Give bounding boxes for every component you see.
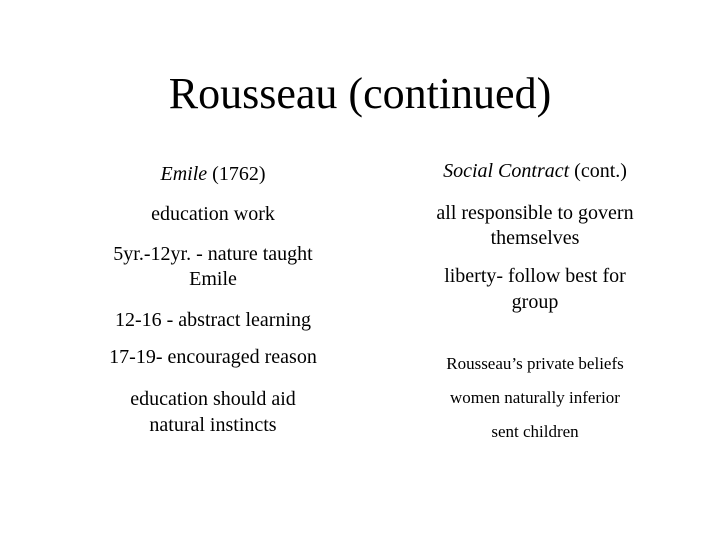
right-item-liberty: liberty- follow best for (444, 265, 626, 287)
left-item-ages-5-12-cont: Emile (189, 268, 237, 290)
social-contract-heading-suffix: (cont.) (569, 160, 627, 182)
belief-women: women naturally inferior (450, 388, 620, 407)
emile-heading-title: Emile (160, 163, 208, 185)
left-item-education-aid: education should aid (130, 388, 296, 410)
left-item-ages-17-19: 17-19- encouraged reason (109, 346, 317, 368)
emile-heading-year: (1762) (207, 163, 266, 185)
emile-heading (60, 162, 366, 186)
belief-children: sent children (491, 422, 579, 441)
social-contract-heading (380, 159, 690, 183)
left-item-ages-5-12: 5yr.-12yr. - nature taught (113, 243, 313, 265)
slide-title: Rousseau (continued) (168, 69, 552, 118)
private-beliefs-heading: Rousseau’s private beliefs (446, 354, 624, 373)
social-contract-heading-title: Social Contract (443, 160, 570, 182)
right-item-liberty-cont: group (511, 291, 559, 313)
right-item-govern-cont: themselves (490, 227, 580, 249)
left-item-ages-12-16: 12-16 - abstract learning (114, 309, 312, 331)
left-item-education-aid-cont: natural instincts (149, 414, 277, 436)
left-item-education-work: education work (151, 203, 275, 225)
right-item-govern: all responsible to govern (436, 202, 634, 224)
